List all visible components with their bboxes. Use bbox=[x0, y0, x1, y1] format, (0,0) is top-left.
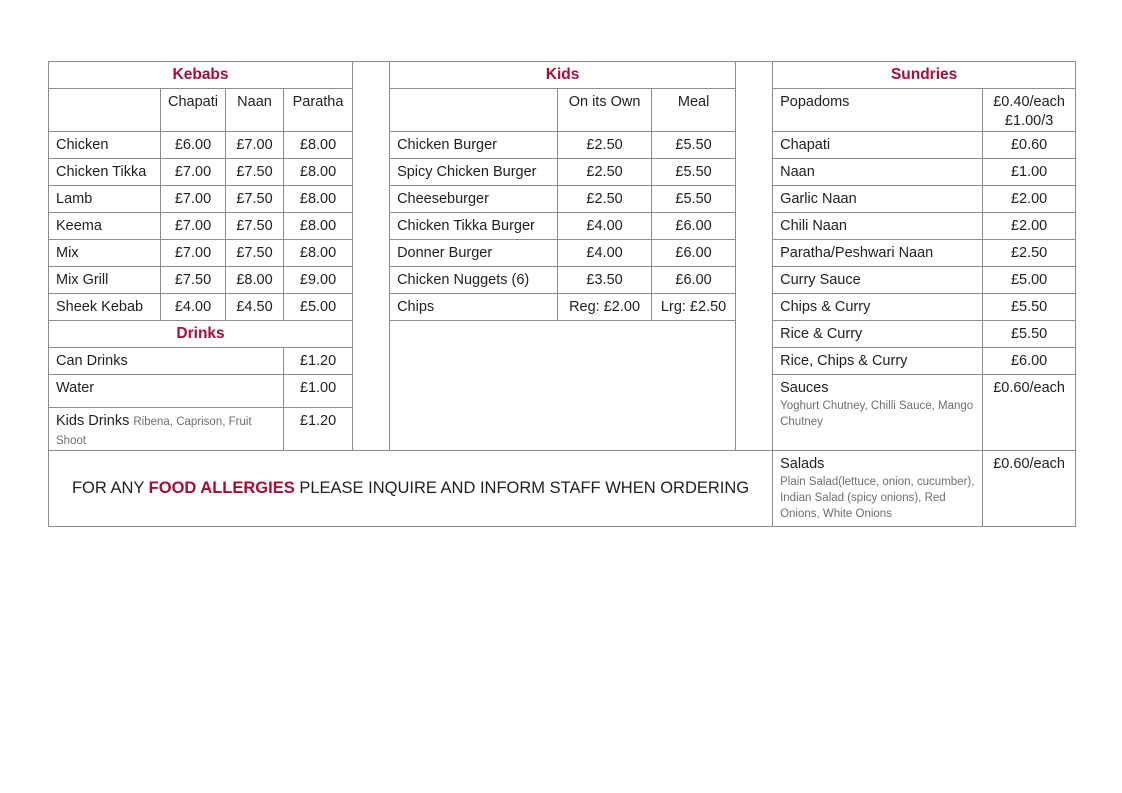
sundry-price: £5.00 bbox=[983, 267, 1076, 294]
kebab-price-chapati: £7.00 bbox=[161, 186, 226, 213]
kids-item-name: Cheeseburger bbox=[390, 186, 558, 213]
sundry-name: Chapati bbox=[773, 132, 983, 159]
kebab-name: Chicken Tikka bbox=[49, 159, 161, 186]
sundry-price bbox=[983, 89, 1076, 132]
kids-price-meal: £6.00 bbox=[652, 267, 736, 294]
sundry-price: £2.50 bbox=[983, 240, 1076, 267]
kebab-price-paratha: £8.00 bbox=[284, 186, 353, 213]
kebab-price-paratha: £5.00 bbox=[284, 294, 353, 321]
kids-price-meal: £6.00 bbox=[652, 240, 736, 267]
sundry-name: Chili Naan bbox=[773, 213, 983, 240]
kids-price-meal: Lrg: £2.50 bbox=[652, 294, 736, 321]
naan-header: Naan bbox=[226, 89, 284, 132]
kids-price-meal: £5.50 bbox=[652, 132, 736, 159]
kids-empty-area bbox=[390, 321, 736, 451]
table-row bbox=[49, 321, 1076, 348]
chapati-header: Chapati bbox=[161, 89, 226, 132]
kebab-name: Chicken bbox=[49, 132, 161, 159]
salads-label: Salads bbox=[780, 456, 825, 472]
kebab-price-chapati: £6.00 bbox=[161, 132, 226, 159]
kids-price-meal: £5.50 bbox=[652, 159, 736, 186]
kids-item-name: Spicy Chicken Burger bbox=[390, 159, 558, 186]
kids-price-own: £3.50 bbox=[558, 267, 652, 294]
table-row bbox=[49, 240, 1076, 267]
sundry-price: £0.60/each bbox=[983, 375, 1076, 451]
sundry-price: £6.00 bbox=[983, 348, 1076, 375]
kebab-price-chapati: £7.00 bbox=[161, 213, 226, 240]
kebab-price-naan: £7.50 bbox=[226, 186, 284, 213]
kids-item-name: Donner Burger bbox=[390, 240, 558, 267]
sundry-price: £1.00 bbox=[983, 159, 1076, 186]
kids-price-meal: £6.00 bbox=[652, 213, 736, 240]
kids-price-meal: £5.50 bbox=[652, 186, 736, 213]
sundry-name: Popadoms bbox=[773, 89, 983, 132]
kebabs-heading: Kebabs bbox=[49, 62, 353, 89]
drink-name: Can Drinks bbox=[49, 348, 284, 375]
paratha-header: Paratha bbox=[284, 89, 353, 132]
table-row bbox=[49, 267, 1076, 294]
kebab-price-paratha: £8.00 bbox=[284, 213, 353, 240]
menu-table bbox=[48, 61, 1076, 527]
food-allergies-highlight: FOOD ALLERGIES bbox=[148, 479, 295, 497]
salads-detail: Plain Salad(lettuce, onion, cucumber), Indian Salad (spicy onions), Red Onions, White Onions bbox=[780, 476, 975, 520]
sundry-name: Curry Sauce bbox=[773, 267, 983, 294]
kids-item-name: Chicken Burger bbox=[390, 132, 558, 159]
drink-name: Water bbox=[49, 375, 284, 408]
kebab-price-paratha: £8.00 bbox=[284, 159, 353, 186]
table-row bbox=[49, 294, 1076, 321]
sauces-label: Sauces bbox=[780, 380, 829, 396]
kids-item-name: Chips bbox=[390, 294, 558, 321]
kebab-name: Lamb bbox=[49, 186, 161, 213]
kebab-price-paratha: £8.00 bbox=[284, 240, 353, 267]
table-row bbox=[49, 186, 1076, 213]
kebab-name: Mix Grill bbox=[49, 267, 161, 294]
kebab-price-naan: £7.50 bbox=[226, 213, 284, 240]
meal-header: Meal bbox=[652, 89, 736, 132]
kebab-name: Sheek Kebab bbox=[49, 294, 161, 321]
kids-drinks-detail: Ribena, Caprison, Fruit Shoot bbox=[56, 416, 252, 447]
kids-price-own: Reg: £2.00 bbox=[558, 294, 652, 321]
kebab-name: Keema bbox=[49, 213, 161, 240]
kids-item-name: Chicken Nuggets (6) bbox=[390, 267, 558, 294]
kids-price-own: £4.00 bbox=[558, 213, 652, 240]
kebab-price-naan: £7.50 bbox=[226, 240, 284, 267]
notice-text-after: PLEASE INQUIRE AND INFORM STAFF WHEN ORDERING bbox=[294, 479, 750, 497]
column-header-row bbox=[49, 89, 1076, 132]
kids-drinks-label: Kids Drinks bbox=[56, 413, 130, 429]
sundry-name bbox=[773, 375, 983, 451]
sundry-name: Paratha/Peshwari Naan bbox=[773, 240, 983, 267]
drink-price: £1.20 bbox=[284, 408, 353, 451]
sundry-name: Chips & Curry bbox=[773, 294, 983, 321]
footer-row bbox=[49, 451, 1076, 527]
kebab-name: Mix bbox=[49, 240, 161, 267]
sundry-name: Naan bbox=[773, 159, 983, 186]
kids-item-name: Chicken Tikka Burger bbox=[390, 213, 558, 240]
sundry-price: £0.60 bbox=[983, 132, 1076, 159]
notice-text-before: FOR ANY bbox=[71, 479, 149, 497]
drinks-heading: Drinks bbox=[49, 321, 353, 348]
allergy-notice bbox=[49, 451, 773, 527]
sundry-name: Garlic Naan bbox=[773, 186, 983, 213]
kebab-price-naan: £7.50 bbox=[226, 159, 284, 186]
kids-price-own: £2.50 bbox=[558, 159, 652, 186]
column-gap bbox=[353, 62, 390, 451]
drink-price: £1.00 bbox=[284, 375, 353, 408]
sundries-heading: Sundries bbox=[773, 62, 1076, 89]
kids-heading: Kids bbox=[390, 62, 736, 89]
kids-name-header bbox=[390, 89, 558, 132]
kids-price-own: £4.00 bbox=[558, 240, 652, 267]
kebab-price-naan: £7.00 bbox=[226, 132, 284, 159]
section-header-row bbox=[49, 62, 1076, 89]
sundry-price: £2.00 bbox=[983, 186, 1076, 213]
sundry-price: £2.00 bbox=[983, 213, 1076, 240]
kids-price-own: £2.50 bbox=[558, 186, 652, 213]
kebab-price-chapati: £4.00 bbox=[161, 294, 226, 321]
sundry-name: Rice, Chips & Curry bbox=[773, 348, 983, 375]
drink-price: £1.20 bbox=[284, 348, 353, 375]
kebab-price-chapati: £7.00 bbox=[161, 159, 226, 186]
sundry-price: £5.50 bbox=[983, 294, 1076, 321]
table-row bbox=[49, 132, 1076, 159]
kebab-price-chapati: £7.00 bbox=[161, 240, 226, 267]
on-its-own-header: On its Own bbox=[558, 89, 652, 132]
drink-name bbox=[49, 408, 284, 451]
table-row bbox=[49, 159, 1076, 186]
kebab-price-naan: £8.00 bbox=[226, 267, 284, 294]
sundry-name bbox=[773, 451, 983, 527]
popadoms-price-each: £0.40/each bbox=[993, 94, 1065, 110]
kebab-price-paratha: £8.00 bbox=[284, 132, 353, 159]
kebab-price-chapati: £7.50 bbox=[161, 267, 226, 294]
sundry-name: Rice & Curry bbox=[773, 321, 983, 348]
sauces-detail: Yoghurt Chutney, Chilli Sauce, Mango Chutney bbox=[780, 400, 974, 428]
popadoms-price-three: £1.00/3 bbox=[1004, 113, 1054, 129]
kebab-price-naan: £4.50 bbox=[226, 294, 284, 321]
sundry-price: £5.50 bbox=[983, 321, 1076, 348]
table-row bbox=[49, 213, 1076, 240]
column-gap bbox=[736, 62, 773, 451]
kids-price-own: £2.50 bbox=[558, 132, 652, 159]
sundry-price: £0.60/each bbox=[983, 451, 1076, 527]
kebab-price-paratha: £9.00 bbox=[284, 267, 353, 294]
kebab-name-header bbox=[49, 89, 161, 132]
